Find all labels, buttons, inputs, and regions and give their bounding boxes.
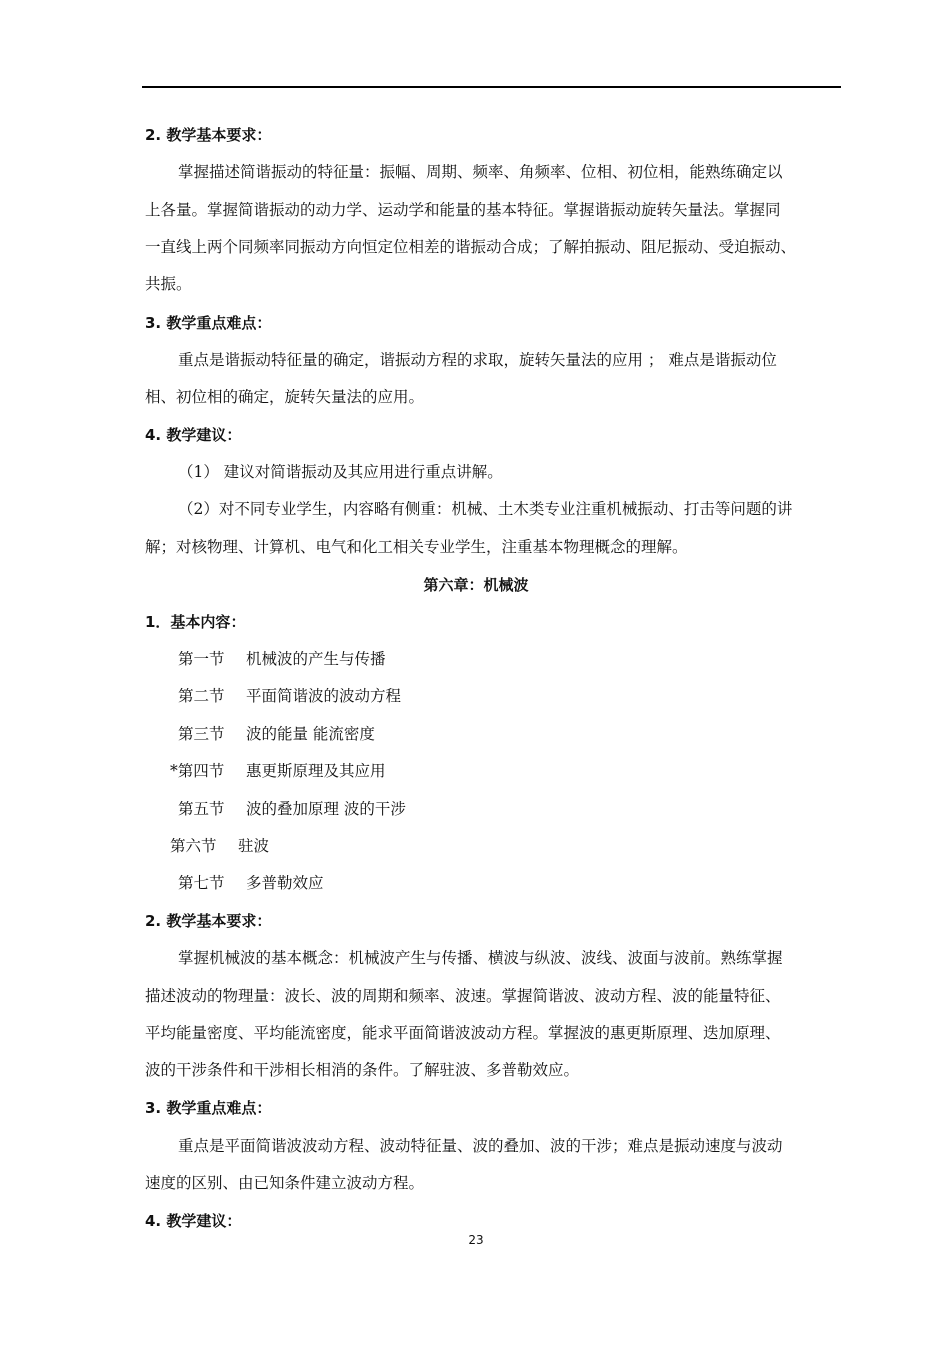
paragraph-line: 描述波动的物理量：波长、波的周期和频率、波速。掌握简谐波、波动方程、波的能量特征、	[145, 987, 781, 1005]
section-title: 波的叠加原理 波的干涉	[246, 800, 406, 818]
section-title: 惠更斯原理及其应用	[246, 762, 386, 780]
paragraph-line: 波的干涉条件和干涉相长相消的条件。了解驻波、多普勒效应。	[145, 1061, 580, 1079]
suggestion-item: （1） 建议对简谐振动及其应用进行重点讲解。	[178, 463, 503, 481]
header-rule	[142, 86, 841, 88]
section-title: 驻波	[238, 837, 270, 855]
section-item	[178, 686, 878, 706]
section-item	[178, 873, 878, 893]
heading-key-points: 3. 教学重点难点：	[145, 314, 272, 332]
section-number: *第四节	[170, 762, 225, 780]
heading-teaching-suggestions: 4. 教学建议：	[145, 1212, 242, 1230]
section-title: 平面简谐波的波动方程	[246, 687, 402, 705]
section-title: 机械波的产生与传播	[246, 650, 386, 668]
heading-basic-content: 1．基本内容：	[145, 613, 246, 631]
section-number: 第六节	[170, 837, 217, 855]
section-item	[170, 761, 870, 781]
paragraph-line: 平均能量密度、平均能流密度，能求平面简谐波波动方程。掌握波的惠更斯原理、迭加原理、	[145, 1024, 781, 1042]
page-number: 23	[468, 1233, 484, 1247]
chapter-title: 第六章：机械波	[423, 576, 529, 594]
paragraph-line: 掌握描述简谐振动的特征量：振幅、周期、频率、角频率、位相、初位相，能熟练确定以	[178, 163, 783, 181]
heading-teaching-suggestions: 4. 教学建议：	[145, 426, 242, 444]
paragraph-line: 重点是谐振动特征量的确定，谐振动方程的求取，旋转矢量法的应用 ； 难点是谐振动位	[178, 351, 777, 369]
section-item	[178, 724, 878, 744]
heading-teaching-requirements: 2. 教学基本要求：	[145, 126, 272, 144]
section-number: 第三节	[178, 725, 225, 743]
paragraph-line: 重点是平面简谐波波动方程、波动特征量、波的叠加、波的干涉；难点是振动速度与波动	[178, 1137, 783, 1155]
paragraph-line: 速度的区别、由已知条件建立波动方程。	[145, 1174, 425, 1192]
heading-teaching-requirements: 2. 教学基本要求：	[145, 912, 272, 930]
section-item	[178, 799, 878, 819]
paragraph-line: 掌握机械波的基本概念：机械波产生与传播、横波与纵波、波线、波面与波前。熟练掌握	[178, 949, 783, 967]
section-number: 第一节	[178, 650, 225, 668]
section-item	[170, 836, 870, 856]
section-title: 多普勒效应	[246, 874, 324, 892]
paragraph-line: 相、初位相的确定，旋转矢量法的应用。	[145, 388, 425, 406]
section-number: 第七节	[178, 874, 225, 892]
paragraph-line: 上各量。掌握简谐振动的动力学、运动学和能量的基本特征。掌握谐振动旋转矢量法。掌握同	[145, 201, 781, 219]
section-item	[178, 649, 878, 669]
suggestion-item: （2）对不同专业学生，内容略有侧重：机械、土木类专业注重机械振动、打击等问题的讲	[178, 500, 793, 518]
section-title: 波的能量 能流密度	[246, 725, 375, 743]
paragraph-line: 解；对核物理、计算机、电气和化工相关专业学生，注重基本物理概念的理解。	[145, 538, 688, 556]
section-number: 第二节	[178, 687, 225, 705]
paragraph-line: 一直线上两个同频率同振动方向恒定位相差的谐振动合成；了解拍振动、阻尼振动、受迫振动、	[145, 238, 797, 256]
heading-key-points: 3. 教学重点难点：	[145, 1099, 272, 1117]
section-number: 第五节	[178, 800, 225, 818]
paragraph-line: 共振。	[145, 275, 192, 293]
